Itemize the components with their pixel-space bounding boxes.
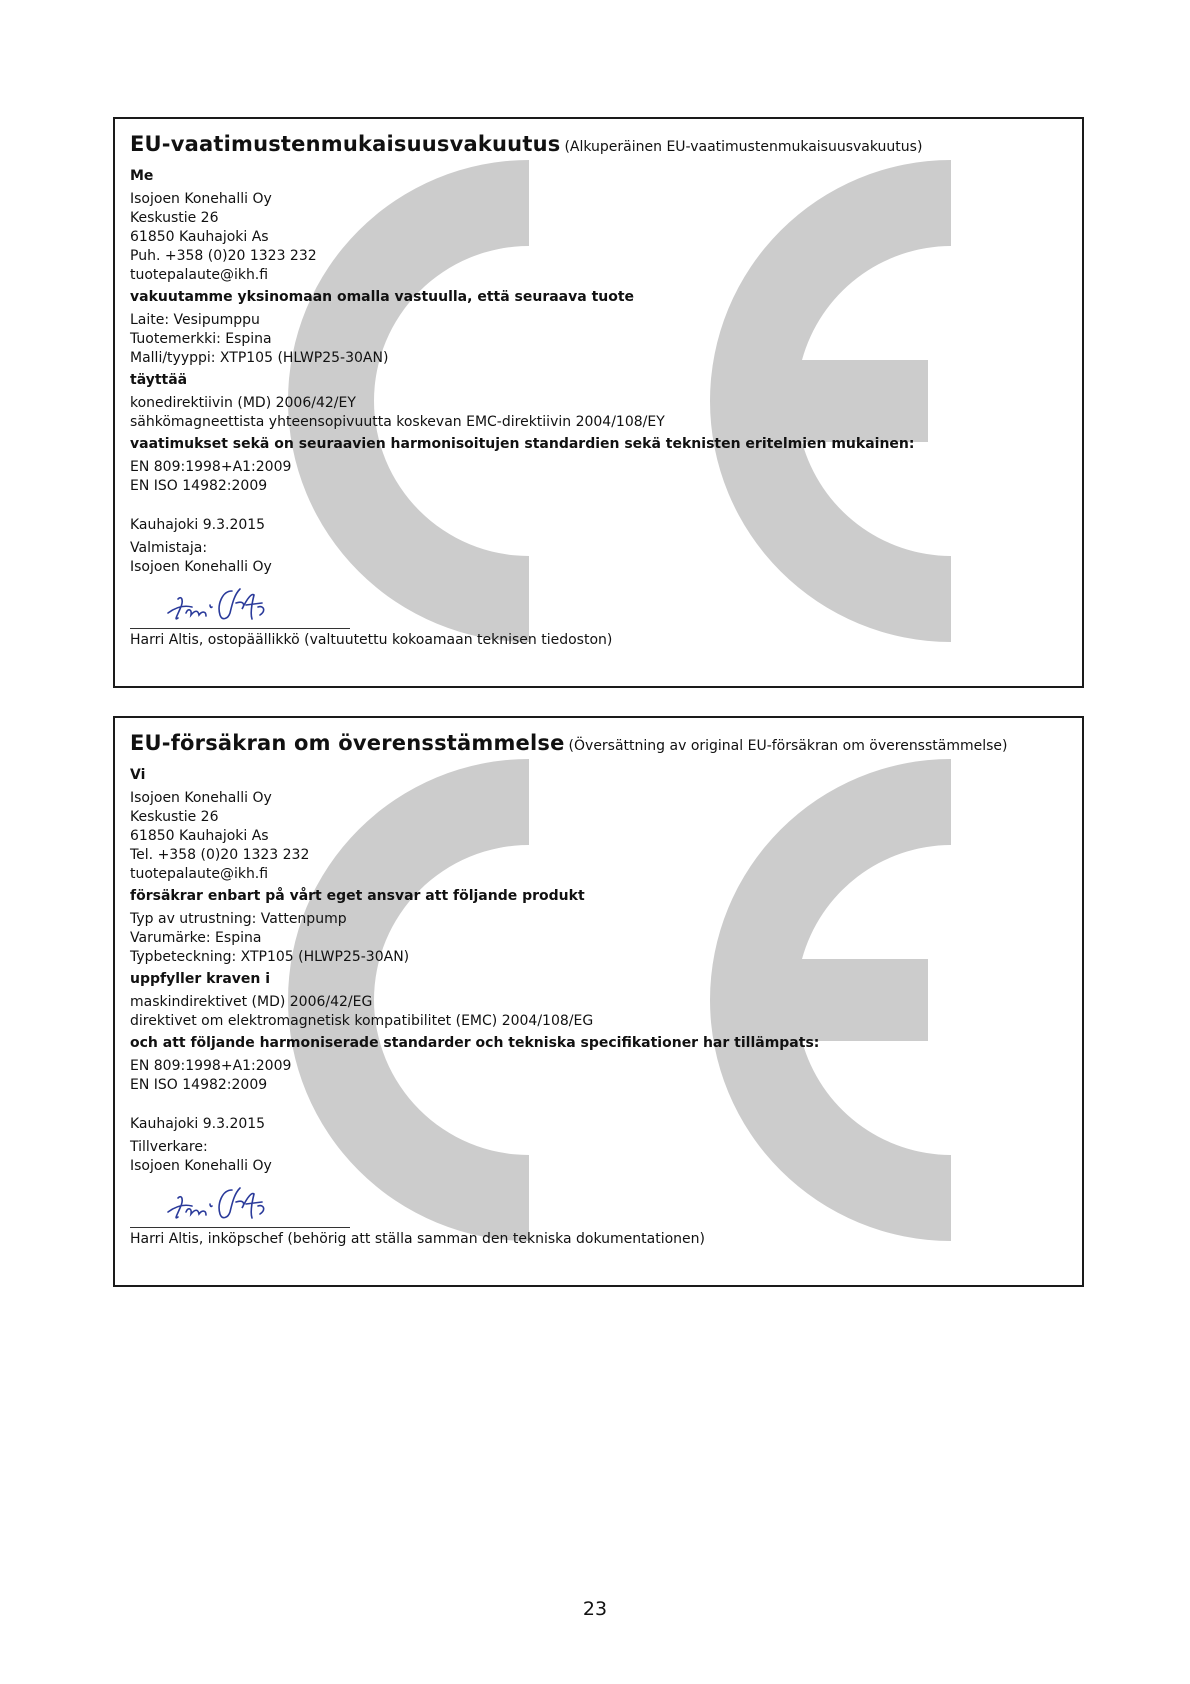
signatory-name: Harri Altis, inköpschef (behörig att ställa samman den tekniska dokumentationen) (130, 1231, 705, 1247)
company-phone: Tel. +358 (0)20 1323 232 (130, 847, 310, 863)
declaration-title-line (130, 132, 1072, 156)
directive-emc: direktivet om elektromagnetisk kompatibilitet (EMC) 2004/108/EG (130, 1013, 594, 1029)
declaration-subtitle: (Alkuperäinen EU-vaatimustenmukaisuusvakuutus) (564, 139, 923, 155)
we-label: Vi (130, 767, 146, 783)
standard-item: EN ISO 14982:2009 (130, 1077, 268, 1093)
standard-item: EN ISO 14982:2009 (130, 478, 268, 494)
complies-label: uppfyller kraven i (130, 971, 271, 987)
manufacturer-name: Isojoen Konehalli Oy (130, 1158, 272, 1174)
complies-label: täyttää (130, 372, 188, 388)
declaration-statement: försäkrar enbart på vårt eget ansvar att följande produkt (130, 888, 585, 904)
company-name: Isojoen Konehalli Oy (130, 790, 272, 806)
declaration-title: EU-vaatimustenmukaisuusvakuutus (130, 132, 561, 156)
directive-md: maskindirektivet (MD) 2006/42/EG (130, 994, 373, 1010)
standard-item: EN 809:1998+A1:2009 (130, 459, 292, 475)
product-type: Laite: Vesipumppu (130, 312, 260, 328)
manufacturer-label: Valmistaja: (130, 540, 208, 556)
company-name: Isojoen Konehalli Oy (130, 191, 272, 207)
company-postal: 61850 Kauhajoki As (130, 828, 269, 844)
place-date: Kauhajoki 9.3.2015 (130, 517, 266, 533)
company-postal: 61850 Kauhajoki As (130, 229, 269, 245)
place-date: Kauhajoki 9.3.2015 (130, 1116, 266, 1132)
manufacturer-label: Tillverkare: (130, 1139, 208, 1155)
standard-item: EN 809:1998+A1:2009 (130, 1058, 292, 1074)
declaration-box-fi (113, 117, 1084, 688)
we-label: Me (130, 168, 154, 184)
product-brand: Tuotemerkki: Espina (130, 331, 272, 347)
declaration-content (130, 718, 1072, 1249)
declaration-title: EU-försäkran om överensstämmelse (130, 731, 565, 755)
product-type: Typ av utrustning: Vattenpump (130, 911, 347, 927)
manufacturer-name: Isojoen Konehalli Oy (130, 559, 272, 575)
signature-area (130, 577, 1072, 629)
signature-image (162, 583, 270, 625)
company-phone: Puh. +358 (0)20 1323 232 (130, 248, 317, 264)
product-brand: Varumärke: Espina (130, 930, 262, 946)
signature-line (130, 628, 350, 629)
declaration-statement: vakuutamme yksinomaan omalla vastuulla, että seuraava tuote (130, 289, 635, 305)
standards-intro: vaatimukset sekä on seuraavien harmonisoitujen standardien sekä teknisten eritelmien mukainen: (130, 436, 915, 452)
company-email: tuotepalaute@ikh.fi (130, 267, 269, 283)
directive-emc: sähkömagneettista yhteensopivuutta koskevan EMC-direktiivin 2004/108/EY (130, 414, 665, 430)
signature-line (130, 1227, 350, 1228)
declaration-box-sv (113, 716, 1084, 1287)
page-number: 23 (582, 1598, 608, 1620)
declaration-content (130, 119, 1072, 650)
standards-intro: och att följande harmoniserade standarder och tekniska specifikationer har tillämpats: (130, 1035, 820, 1051)
signature-image (162, 1182, 270, 1224)
company-email: tuotepalaute@ikh.fi (130, 866, 269, 882)
declaration-subtitle: (Översättning av original EU-försäkran om överensstämmelse) (568, 738, 1008, 754)
company-street: Keskustie 26 (130, 210, 219, 226)
signature-area (130, 1176, 1072, 1228)
product-model: Malli/tyyppi: XTP105 (HLWP25-30AN) (130, 350, 389, 366)
directive-md: konedirektiivin (MD) 2006/42/EY (130, 395, 356, 411)
product-model: Typbeteckning: XTP105 (HLWP25-30AN) (130, 949, 410, 965)
signatory-name: Harri Altis, ostopäällikkö (valtuutettu kokoamaan teknisen tiedoston) (130, 632, 613, 648)
company-street: Keskustie 26 (130, 809, 219, 825)
declaration-title-line (130, 731, 1072, 755)
